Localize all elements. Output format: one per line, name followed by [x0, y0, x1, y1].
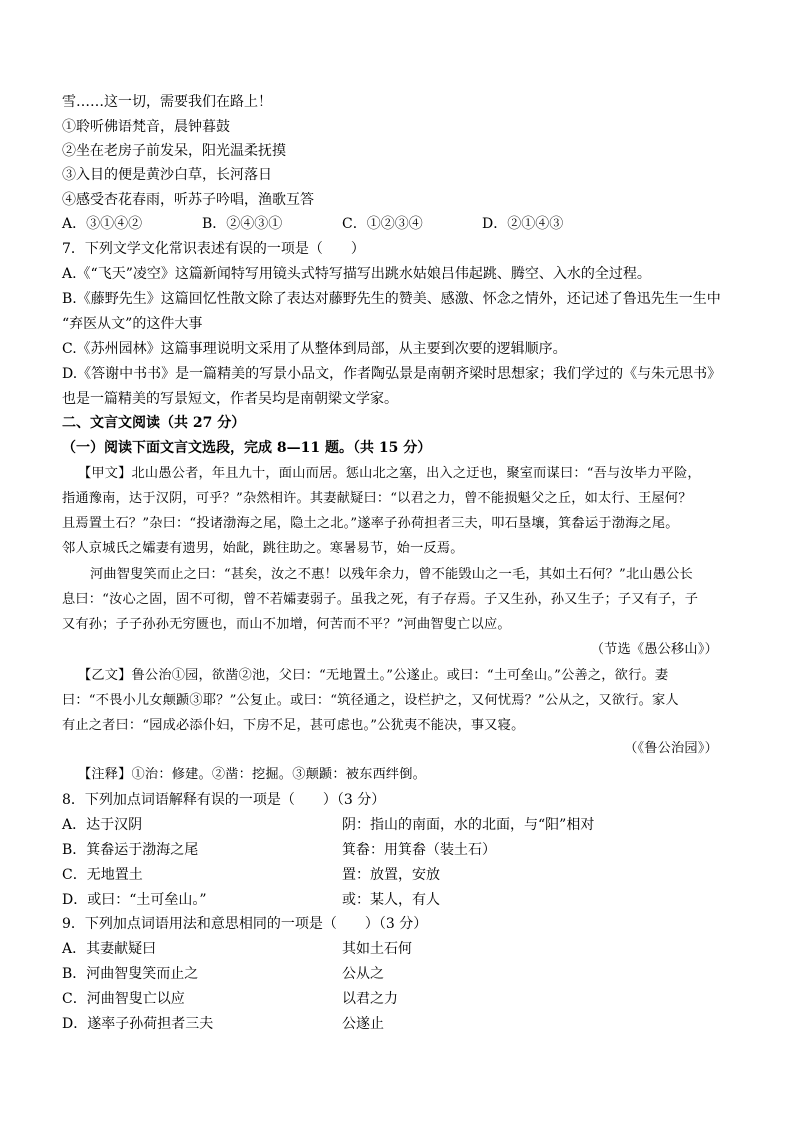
subsection-heading: （一）阅读下面文言文选段，完成 8—11 题。（共 15 分） [62, 440, 432, 456]
q8-row-a-right: 阴：指山的南面，水的北面，与“阳”相对 [342, 817, 595, 833]
q6-option-b: B．②④③① [202, 216, 283, 232]
q9-row-b-left: B．河曲智叟笑而止之 [62, 966, 199, 982]
q8-row-b-right: 箕畚：用箕畚（装土石） [342, 842, 496, 858]
q8-row-d-left: D．或曰：“土可垒山。” [62, 892, 207, 908]
q6-passage-tail: 雪……这一切，需要我们在路上！ [62, 94, 272, 110]
q6-option-d: D．②①④③ [482, 216, 564, 232]
q7-option-c: C.《苏州园林》这篇事理说明文采用了从整体到局部，从主要到次要的逻辑顺序。 [62, 341, 567, 357]
q8-row-b-left: B．箕畚运于渤海之尾 [62, 842, 199, 858]
q6-option-c: C．①②③④ [342, 216, 423, 232]
jia-line-5: 河曲智叟笑而止之曰：“甚矣，汝之不惠！以残年余力，曾不能毁山之一毛，其如土石何？”北山愚公长 [90, 567, 693, 582]
q9-row-c-left: C．河曲智叟亡以应 [62, 991, 185, 1007]
q7-option-b-line1: B.《藤野先生》这篇回忆性散文除了表达对藤野先生的赞美、感激、怀念之情外，还记述了鲁迅先生一生中 [62, 291, 721, 307]
jia-source: （节选《愚公移山》） [590, 642, 718, 657]
yi-notes: 【注释】①治：修建。②凿：挖掘。③颠踬：被东西绊倒。 [78, 767, 427, 782]
yi-source: （《鲁公治园》） [624, 741, 718, 756]
yi-line-3: 有止之者曰：“园成必添仆妇，下房不足，甚可虑也。”公犹夷不能决，事又寝。 [62, 718, 525, 733]
q9-stem: 9．下列加点词语用法和意思相同的一项是（ ）（3 分） [62, 916, 428, 932]
q7-option-d-line2: 也是一篇精美的写景短文，作者吴均是南朝梁文学家。 [62, 391, 398, 407]
q9-row-a-right: 其如土石何 [342, 941, 412, 957]
q7-option-a: A.《“飞天”凌空》这篇新闻特写用镜头式特写描写出跳水姑娘吕伟起跳、腾空、入水的全过程。 [62, 266, 651, 282]
jia-line-2: 指通豫南，达于汉阴，可乎？”杂然相许。其妻献疑曰：“以君之力，曾不能损魁父之丘，如太行、王屋何？ [62, 491, 692, 506]
section-heading: 二、文言文阅读（共 27 分） [62, 415, 246, 431]
q8-row-c-right: 置：放置，安放 [342, 867, 440, 883]
q8-row-c-left: C．无地置土 [62, 867, 143, 883]
q9-row-c-right: 以君之力 [342, 991, 398, 1007]
q7-option-b-line2: “弃医从文”的这件大事 [62, 316, 203, 332]
q6-item-3: ③入目的便是黄沙白草，长河落日 [62, 167, 272, 183]
jia-line-3: 且焉置土石？”杂曰：“投诸渤海之尾，隐土之北。”遂率子孙荷担者三夫，叩石垦壤，箕畚运于渤海之尾。 [62, 516, 679, 531]
q7-stem: 7．下列文学文化常识表述有误的一项是（ ） [62, 241, 365, 257]
q9-row-d-right: 公遂止 [342, 1016, 384, 1032]
q6-item-1: ①聆听佛语梵音，晨钟暮鼓 [62, 119, 230, 135]
jia-line-6: 息曰：“汝心之固，固不可彻，曾不若孀妻弱子。虽我之死，有子存焉。子又生孙，孙又生子；子又有子，子 [62, 592, 699, 607]
q6-option-a: A．③①④② [62, 216, 143, 232]
q7-option-d-line1: D.《答谢中书书》是一篇精美的写景小品文，作者陶弘景是南朝齐梁时思想家；我们学过的《与朱元思书》 [62, 366, 722, 382]
jia-line-7: 又有孙；子子孙孙无穷匮也，而山不加增，何苦而不平？”河曲智叟亡以应。 [62, 617, 511, 632]
jia-line-4: 邻人京城氏之孀妻有遗男，始龀，跳往助之。寒暑易节，始一反焉。 [62, 541, 464, 556]
q9-row-a-left: A．其妻献疑曰 [62, 941, 157, 957]
q8-stem: 8．下列加点词语解释有误的一项是（ ）（3 分） [62, 792, 386, 808]
yi-line-2: 曰：“不畏小儿女颠踬③耶？”公复止。或曰：“筑径通之，设栏护之，又何忧焉？”公从之，又欲行。家人 [62, 693, 679, 708]
q9-row-d-left: D．遂率子孙荷担者三夫 [62, 1016, 214, 1032]
q6-item-2: ②坐在老房子前发呆，阳光温柔抚摸 [62, 143, 286, 159]
jia-line-1: 【甲文】北山愚公者，年且九十，面山而居。惩山北之塞，出入之迂也，聚室而谋曰：“吾与汝毕力平险， [78, 466, 701, 481]
yi-line-1: 【乙文】鲁公治①园，欲凿②池，父曰：“无地置土。”公遂止。或曰：“土可垒山。”公善之，欲行。妻 [78, 668, 669, 683]
q6-item-4: ④感受杏花春雨，听苏子吟唱，渔歌互答 [62, 192, 314, 208]
q8-row-a-left: A．达于汉阴 [62, 817, 143, 833]
q8-row-d-right: 或：某人，有人 [342, 892, 440, 908]
q9-row-b-right: 公从之 [342, 966, 384, 982]
